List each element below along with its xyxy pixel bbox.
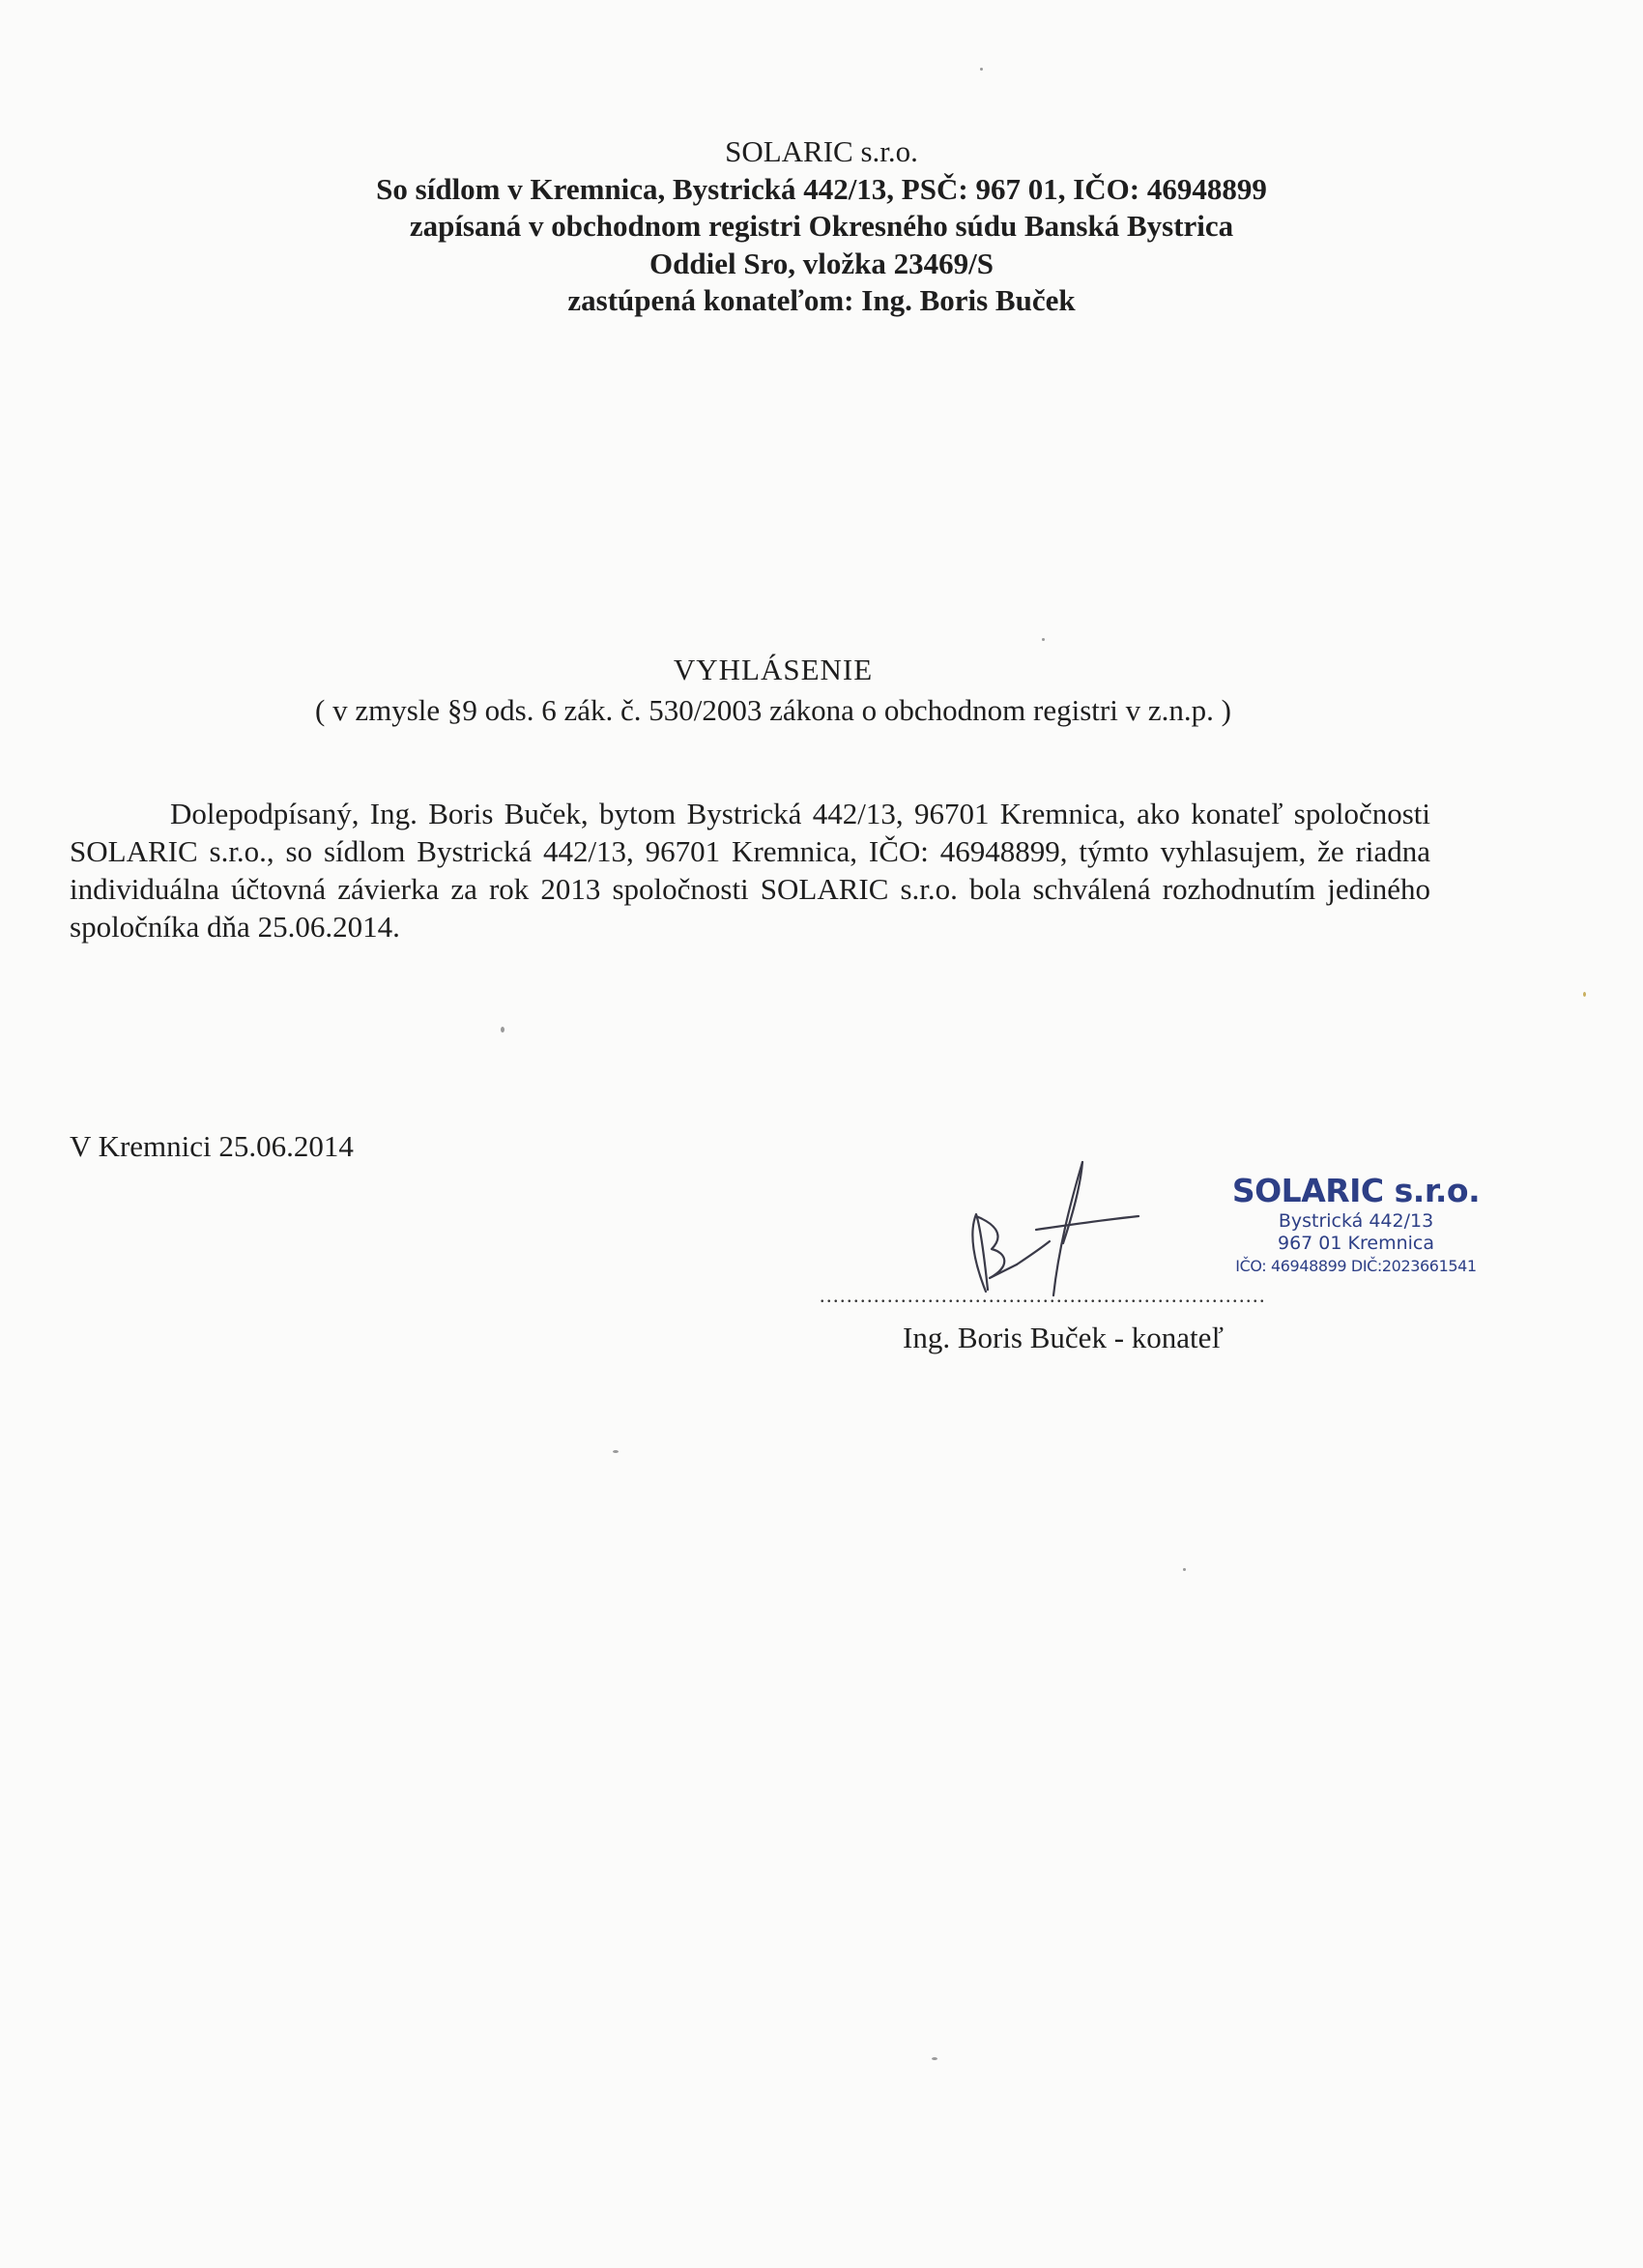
header-register: zapísaná v obchodnom registri Okresného súdu Banská Bystrica xyxy=(409,209,1234,243)
scan-speck xyxy=(613,1450,619,1453)
place-and-date: V Kremnici 25.06.2014 xyxy=(70,1129,354,1163)
header-address: So sídlom v Kremnica, Bystrická 442/13, PSČ: 967 01, IČO: 46948899 xyxy=(376,171,1267,206)
scan-speck xyxy=(980,68,983,71)
scan-speck xyxy=(1042,638,1045,641)
header-section: Oddiel Sro, vložka 23469/S xyxy=(649,246,994,280)
header-company-name: SOLARIC s.r.o. xyxy=(725,134,918,168)
stamp-ids: IČO: 46948899 DIČ:2023661541 xyxy=(1235,1257,1477,1275)
stamp-street: Bystrická 442/13 xyxy=(1278,1210,1434,1232)
stamp-company-name: SOLARIC s.r.o. xyxy=(1231,1172,1481,1209)
scan-speck xyxy=(1183,1568,1186,1571)
signer-name: Ing. Boris Buček - konateľ xyxy=(903,1321,1224,1354)
declaration-subtitle: ( v zmysle §9 ods. 6 zák. č. 530/2003 zákona o obchodnom registri v z.n.p. ) xyxy=(315,693,1231,727)
company-header xyxy=(0,133,1643,320)
declaration-paragraph: Dolepodpísaný, Ing. Boris Buček, bytom Bystrická 442/13, 96701 Kremnica, ako konateľ spoločnosti SOLARIC s.r.o., so sídlom Bystrická 442/13, 96701 Kremnica, IČO: 46948899, týmto vyhlasujem, že riadna individuálna účtovná závierka za rok 2013 spoločnosti SOLARIC s.r.o. bola schválená rozhodnutím jediného spoločníka dňa 25.06.2014. xyxy=(70,797,1430,944)
stamp-city: 967 01 Kremnica xyxy=(1278,1233,1434,1254)
signature-line: .................................................................. xyxy=(820,1284,1266,1307)
declaration-title: VYHLÁSENIE xyxy=(673,653,874,686)
scan-speck xyxy=(1583,992,1586,997)
declaration-body xyxy=(70,795,1430,945)
company-stamp xyxy=(1206,1172,1506,1297)
handwritten-signature xyxy=(928,1156,1140,1301)
header-representative: zastúpená konateľom: Ing. Boris Buček xyxy=(567,283,1076,317)
scan-speck xyxy=(932,2057,937,2060)
declaration-heading xyxy=(0,650,1546,731)
scan-speck xyxy=(501,1027,504,1032)
